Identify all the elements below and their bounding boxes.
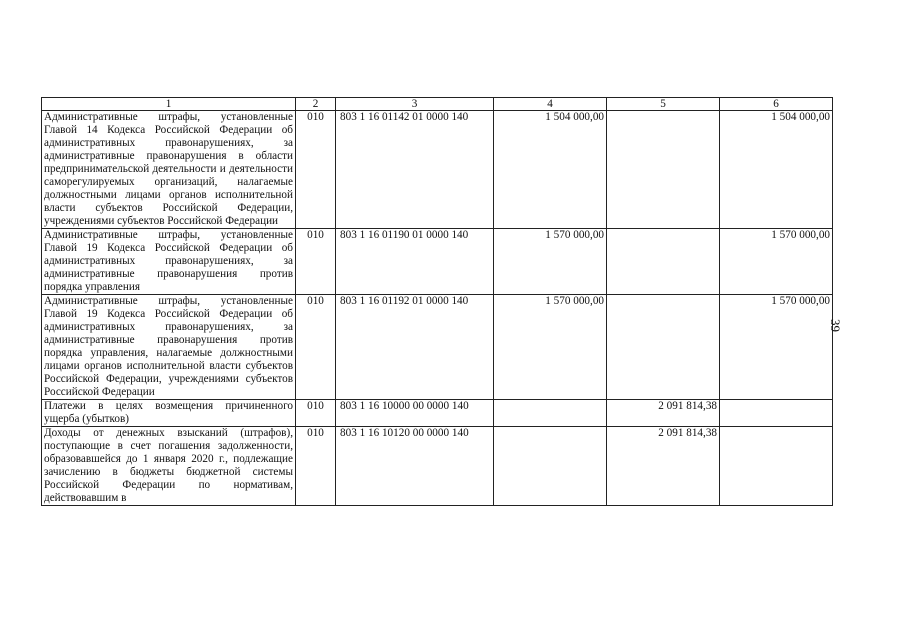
row-col5 — [607, 111, 720, 229]
header-cell-5: 5 — [607, 98, 720, 111]
table-header-row — [42, 98, 833, 111]
row-name: Доходы от денежных взысканий (штрафов), поступающие в счет погашения задолженности, образовавшейся до 1 января 2020 г., подлежащие зачислению в бюджеты бюджетной системы Российской Федерации по нормативам, действовавшим в — [42, 427, 296, 506]
row-col4 — [494, 400, 607, 427]
row-name: Административные штрафы, установленные Главой 14 Кодекса Российской Федерации об административных правонарушениях, за административные правонарушения в области предпринимательской деятельности и деятельности саморегулируемых организаций, налагаемые должностными лицами органов исполнительной власти субъектов Российской Федерации, учреждениями субъектов Российской Федерации — [42, 111, 296, 229]
table-row — [42, 111, 833, 229]
header-cell-1: 1 — [42, 98, 296, 111]
row-kbk: 803 1 16 10000 00 0000 140 — [336, 400, 494, 427]
header-cell-2: 2 — [296, 98, 336, 111]
table-row — [42, 427, 833, 506]
row-col6: 1 504 000,00 — [720, 111, 833, 229]
row-name: Платежи в целях возмещения причиненного ущерба (убытков) — [42, 400, 296, 427]
row-code: 010 — [296, 295, 336, 400]
row-col5: 2 091 814,38 — [607, 427, 720, 506]
row-col4 — [494, 427, 607, 506]
row-kbk: 803 1 16 01142 01 0000 140 — [336, 111, 494, 229]
row-kbk: 803 1 16 10120 00 0000 140 — [336, 427, 494, 506]
row-code: 010 — [296, 111, 336, 229]
row-col6: 1 570 000,00 — [720, 295, 833, 400]
row-code: 010 — [296, 400, 336, 427]
table-row — [42, 295, 833, 400]
row-kbk: 803 1 16 01192 01 0000 140 — [336, 295, 494, 400]
row-name: Административные штрафы, установленные Главой 19 Кодекса Российской Федерации об административных правонарушениях, за административные правонарушения против порядка управления — [42, 229, 296, 295]
table-row — [42, 400, 833, 427]
row-code: 010 — [296, 427, 336, 506]
row-col4: 1 570 000,00 — [494, 229, 607, 295]
table-row — [42, 229, 833, 295]
row-col4: 1 504 000,00 — [494, 111, 607, 229]
row-col5 — [607, 229, 720, 295]
row-col6 — [720, 400, 833, 427]
row-col4: 1 570 000,00 — [494, 295, 607, 400]
header-cell-6: 6 — [720, 98, 833, 111]
header-cell-3: 3 — [336, 98, 494, 111]
header-cell-4: 4 — [494, 98, 607, 111]
row-col5 — [607, 295, 720, 400]
row-code: 010 — [296, 229, 336, 295]
row-col5: 2 091 814,38 — [607, 400, 720, 427]
row-col6 — [720, 427, 833, 506]
row-kbk: 803 1 16 01190 01 0000 140 — [336, 229, 494, 295]
row-name: Административные штрафы, установленные Главой 19 Кодекса Российской Федерации об административных правонарушениях, за административные правонарушения против порядка управления, налагаемые должностными лицами органов исполнительной власти субъектов Российской Федерации, учреждениями субъектов Российской Федерации — [42, 295, 296, 400]
revenue-table — [41, 97, 833, 506]
page-number: 39 — [828, 319, 843, 332]
row-col6: 1 570 000,00 — [720, 229, 833, 295]
